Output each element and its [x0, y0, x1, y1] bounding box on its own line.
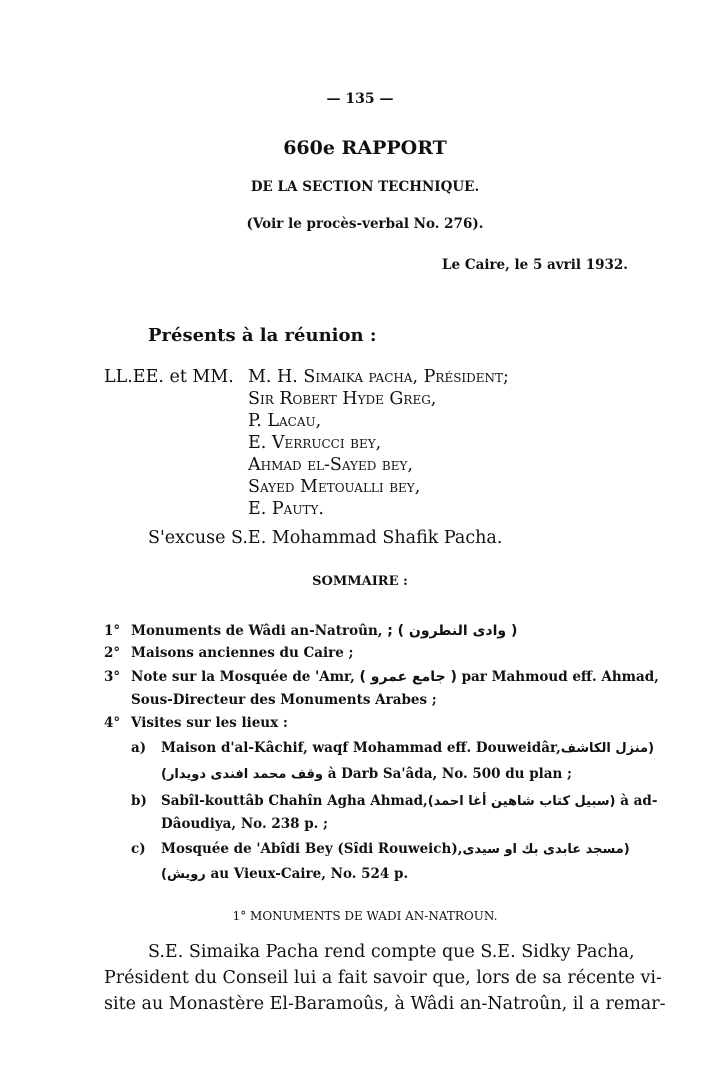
body-line: site au Monastère El-Baramoûs, à Wâdi an-Natroûn, il a remar-	[104, 994, 666, 1014]
place-date: Le Caire, le 5 avril 1932.	[442, 257, 628, 273]
member: E. Verrucci bey,	[248, 433, 382, 453]
member: E. Pauty.	[248, 499, 324, 519]
summary-heading: SOMMAIRE :	[312, 574, 408, 589]
body-line: S.E. Simaika Pacha rend compte que S.E. Sidky Pacha,	[148, 942, 635, 962]
report-title: 660e RAPPORT	[283, 137, 447, 159]
summary-item-number: 2°	[104, 645, 121, 661]
subitem-text: à ad-	[620, 793, 658, 809]
summary-item-text: Monuments de Wâdi an-Natroûn,	[131, 623, 383, 639]
subitem-label: c)	[131, 841, 146, 857]
summary-item-text: Note sur la Mosquée de 'Amr,	[131, 669, 355, 685]
subitem-text: Sabîl-kouttâb Chahîn Agha Ahmad,	[161, 793, 428, 809]
arabic-text: وقف محمد افندى دويدار)	[161, 767, 324, 782]
member: M. H. Simaika pacha, Président;	[248, 367, 509, 387]
subitem-line	[161, 841, 630, 857]
attendance-prefix: LL.EE. et MM.	[104, 367, 234, 387]
subitem-line	[161, 793, 657, 809]
subitem-text: Mosquée de 'Abîdi Bey (Sîdi Rouweich),	[161, 841, 463, 857]
attendance-heading: Présents à la réunion :	[148, 325, 377, 346]
summary-item	[131, 623, 517, 639]
page-number: — 135 —	[326, 91, 394, 107]
summary-item	[131, 669, 659, 685]
summary-item-number: 4°	[104, 715, 121, 731]
arabic-text: رويش)	[161, 867, 206, 882]
reference-note: (Voir le procès-verbal No. 276).	[246, 216, 484, 232]
subitem-text: au Vieux-Caire, No. 524 p.	[210, 866, 409, 882]
summary-item-text: Maisons anciennes du Caire ;	[131, 645, 354, 661]
member: P. Lacau,	[248, 411, 322, 431]
summary-item-continuation: Sous-Directeur des Monuments Arabes ;	[131, 692, 437, 708]
subitem-continuation: Dâoudiya, No. 238 p. ;	[161, 816, 329, 832]
subitem-label: b)	[131, 793, 147, 809]
arabic-text: (مسجد عابدى بك او سيدى	[462, 842, 630, 857]
arabic-text: ( وادى النطرون ) ;	[387, 623, 518, 639]
section-heading: DE LA SECTION TECHNIQUE.	[250, 179, 480, 195]
arabic-text: (سبيل كتاب شاهين أغا احمد)	[427, 794, 616, 809]
summary-item-number: 3°	[104, 669, 121, 685]
subitem-text: à Darb Sa'âda, No. 500 du plan ;	[327, 766, 573, 782]
summary-item-text: par Mahmoud eff. Ahmad,	[461, 669, 659, 685]
arabic-text: ( جامع عمرو )	[359, 669, 457, 685]
subitem-line	[161, 740, 654, 756]
body-line: Président du Conseil lui a fait savoir que, lors de sa récente vi-	[104, 968, 662, 988]
member: Sayed Metoualli bey,	[248, 477, 421, 497]
summary-item-number: 1°	[104, 623, 121, 639]
subitem-line	[161, 866, 408, 882]
arabic-text: (منزل الكاشف	[560, 741, 655, 756]
summary-item-text: Visites sur les lieux :	[131, 715, 288, 731]
excuse-line: S'excuse S.E. Mohammad Shafik Pacha.	[148, 528, 503, 548]
member: Ahmad el-Sayed bey,	[248, 455, 413, 475]
subitem-line	[161, 766, 572, 782]
member: Sir Robert Hyde Greg,	[248, 389, 437, 409]
section-title: 1° MONUMENTS DE WADI AN-NATROUN.	[232, 909, 498, 923]
subitem-text: Maison d'al-Kâchif, waqf Mohammad eff. Douweidâr,	[161, 740, 561, 756]
subitem-label: a)	[131, 740, 147, 756]
